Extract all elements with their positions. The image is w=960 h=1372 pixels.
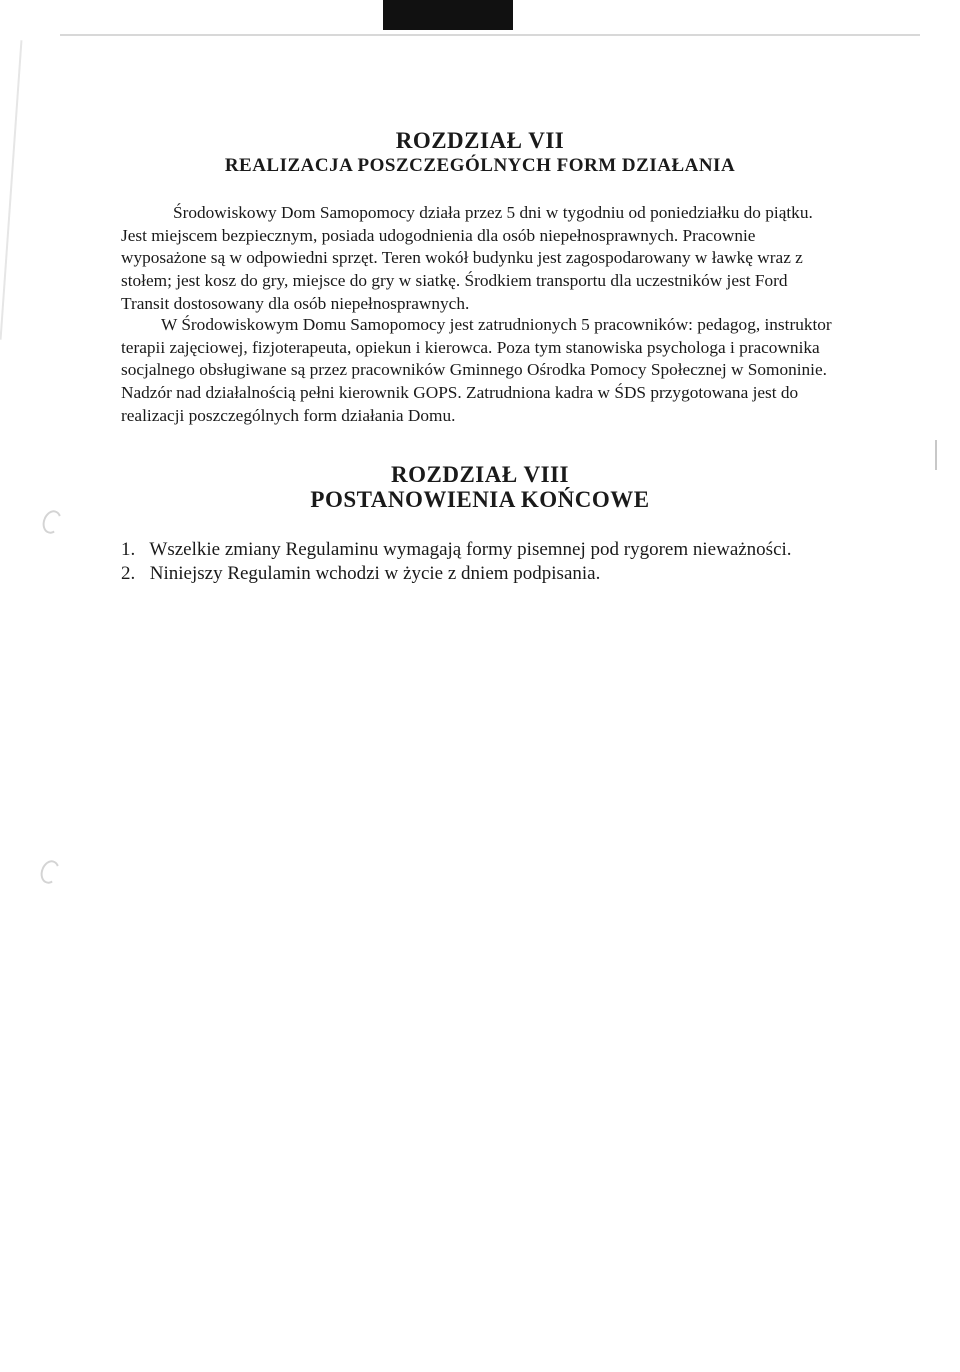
scan-dark-strip xyxy=(383,0,513,30)
chapter-8-subtitle: POSTANOWIENIA KOŃCOWE xyxy=(310,487,650,512)
paragraph-text: W Środowiskowym Domu Samopomocy jest zatrudnionych 5 pracowników: pedagog, instruktor terapii zajęciowej, fizjoterapeuta, opiekun i kierowca. Poza tym stanowiska psychologa i pracownika socjalnego obsługiwane są przez pracowników Gminnego Ośrodka Pomocy Społecznej w Somoninie. Nadzór nad działalnością pełni kierownik GOPS. Zatrudniona kadra w ŚDS przygotowana jest do realizacji poszczególnych form działania Domu. xyxy=(121,315,832,425)
chapter-7-title: ROZDZIAŁ VII xyxy=(395,128,565,153)
list-item-text: Wszelkie zmiany Regulaminu wymagają formy pisemnej pod rygorem nieważności. xyxy=(149,539,792,560)
chapter-7-subtitle: REALIZACJA POSZCZEGÓLNYCH FORM DZIAŁANIA xyxy=(224,155,736,176)
list-item xyxy=(121,562,881,586)
punch-hole xyxy=(37,858,62,887)
scan-page-edge-left xyxy=(0,40,22,339)
list-item-number: 1. xyxy=(121,539,136,560)
chapter-8-title: ROZDZIAŁ VIII xyxy=(391,462,569,487)
chapter-7-paragraph xyxy=(121,202,837,316)
list-item-number: 2. xyxy=(121,563,136,584)
paragraph-text: Środowiskowy Dom Samopomocy działa przez 5 dni w tygodniu od poniedziałku do piątku. Jest miejscem bezpiecznym, posiada udogodnienia dla osób niepełnosprawnych. Pracownie wyposażone są w odpowiedni sprzęt. Teren wokół budynku jest zagospodarowany w ławkę wraz z stołem; jest kosz do gry, miejsce do gry w siatkę. Środkiem transportu dla uczestników jest Ford Transit dostosowany dla osób niepełnosprawnych. xyxy=(121,203,813,313)
list-item-text: Niniejszy Regulamin wchodzi w życie z dniem podpisania. xyxy=(149,563,601,584)
list-item xyxy=(121,538,881,562)
chapter-7-paragraph xyxy=(121,314,837,428)
scan-page-edge xyxy=(60,34,920,36)
final-provisions-list xyxy=(121,538,881,586)
